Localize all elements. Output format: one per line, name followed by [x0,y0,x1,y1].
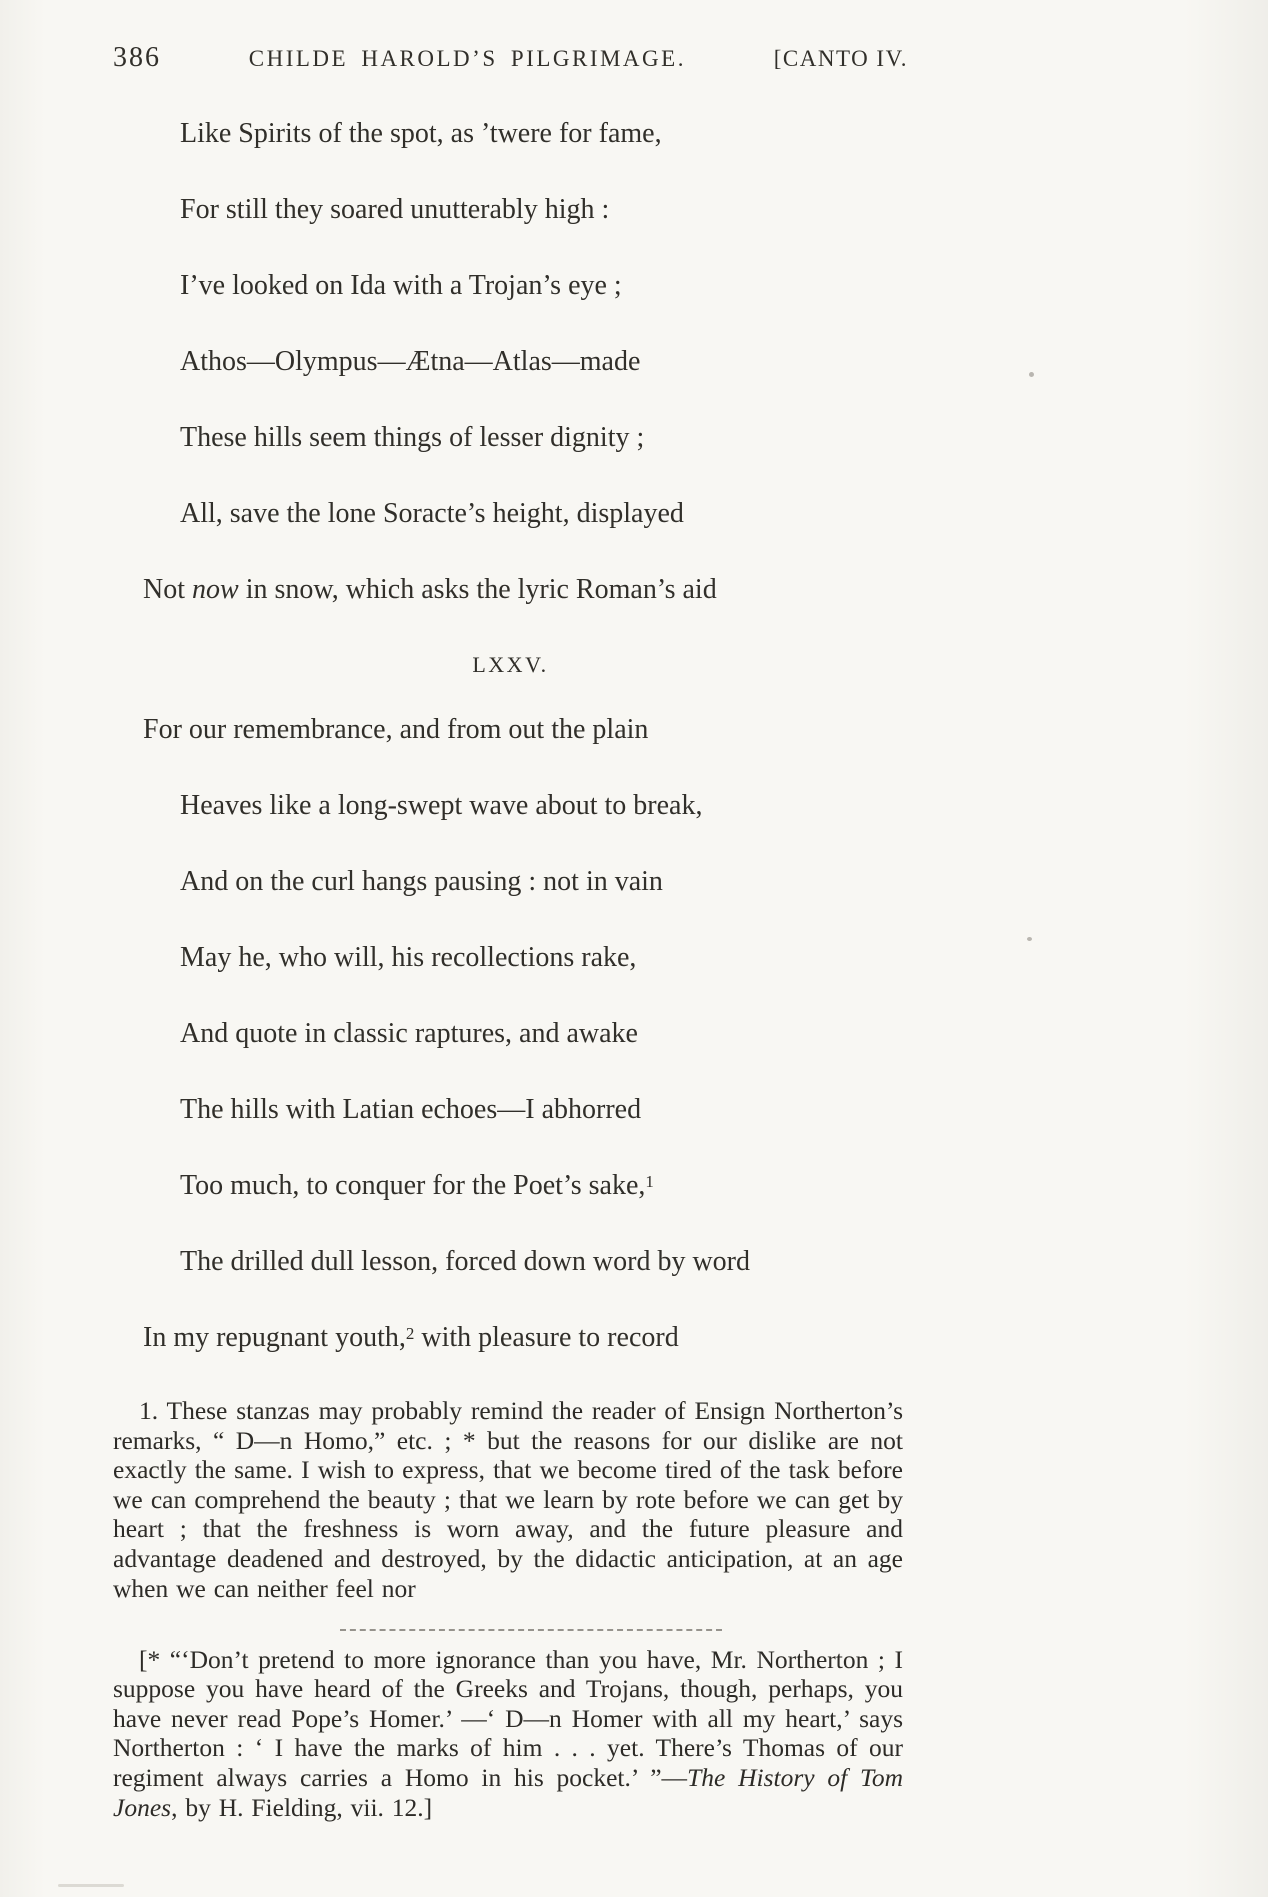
scan-smudge [58,1884,124,1887]
footnote-reference-2: 2 [405,1324,415,1343]
stanza-lxxiv-continuation [113,110,908,614]
footnote-2-text: [* “‘Don’t pretend to more ignorance than you have, Mr. Northerton ; I suppose you have heard of the Greeks and Trojans, though, perhaps, you have never read Pope’s Homer.’ —‘ D—n Homer with all my heart,’ says Northerton : ‘ I have the marks of him . . . yet. There’s Thomas of our regiment always carries a Homo in his pocket.’ ”— [113,1644,903,1793]
poem-line-text: Not [143,574,192,605]
poem-line: I’ve looked on Ida with a Trojan’s eye ; [180,270,622,301]
stanza-lxxv [113,706,908,1362]
poem-line-text: Too much, to conquer for the Poet’s sake, [180,1170,646,1201]
poem-line-text: with pleasure to record [414,1322,679,1353]
poem-line: The drilled dull lesson, forced down word by word [180,1246,750,1277]
page-number: 386 [113,42,161,73]
scan-speck [1027,937,1032,941]
poem-line-italic: now [192,574,239,605]
poem-line: Athos—Olympus—Ætna—Atlas—made [180,346,641,377]
footnote-2 [113,1645,903,1823]
scan-speck [1029,372,1034,377]
running-title: CHILDE HAROLD’S PILGRIMAGE. [248,46,686,71]
footnote-2-italic: The History of Tom Jones [113,1763,903,1822]
poem-line-text: in snow, which asks the lyric Roman’s aid [238,574,717,605]
poem-line [113,1162,908,1210]
poem-line: And on the curl hangs pausing : not in vain [180,866,663,897]
page-header [113,0,908,74]
footnote-2-text: , by H. Fielding, vii. 12.] [171,1792,433,1822]
poem-line: And quote in classic raptures, and awake [180,1018,638,1049]
page-content [113,0,908,1848]
poem-line: For our remembrance, and from out the plain [143,714,649,745]
footnotes-section [113,1396,903,1822]
canto-label: [CANTO IV. [773,46,908,71]
poem-line: All, save the lone Soracte’s height, displayed [180,498,684,529]
poem-line: For still they soared unutterably high : [180,194,610,225]
poem-line [113,566,908,614]
footnote-1: 1. These stanzas may probably remind the reader of Ensign Northerton’s remarks, “ D—n Homo,” etc. ; * but the reasons for our dislike are not exactly the same. I wish to express, that we become tired of the task before we can comprehend the beauty ; that we learn by rote before we can get by heart ; that the freshness is worn away, and the future pleasure and advantage deadened and destroyed, by the didactic anticipation, at an age when we can neither feel nor [113,1396,903,1603]
poem-line [113,1314,908,1362]
stanza-heading: LXXV. [472,652,549,677]
poem-line-text: In my repugnant youth, [143,1322,406,1353]
poem-line: May he, who will, his recollections rake, [180,942,637,973]
poem-line: These hills seem things of lesser dignity ; [180,422,645,453]
poem-line: Heaves like a long-swept wave about to break, [180,790,703,821]
poem-line: The hills with Latian echoes—I abhorred [180,1094,642,1125]
footnote-divider [340,1629,722,1631]
footnote-reference-1: 1 [645,1172,654,1191]
poem-line: Like Spirits of the spot, as ’twere for fame, [180,118,662,149]
